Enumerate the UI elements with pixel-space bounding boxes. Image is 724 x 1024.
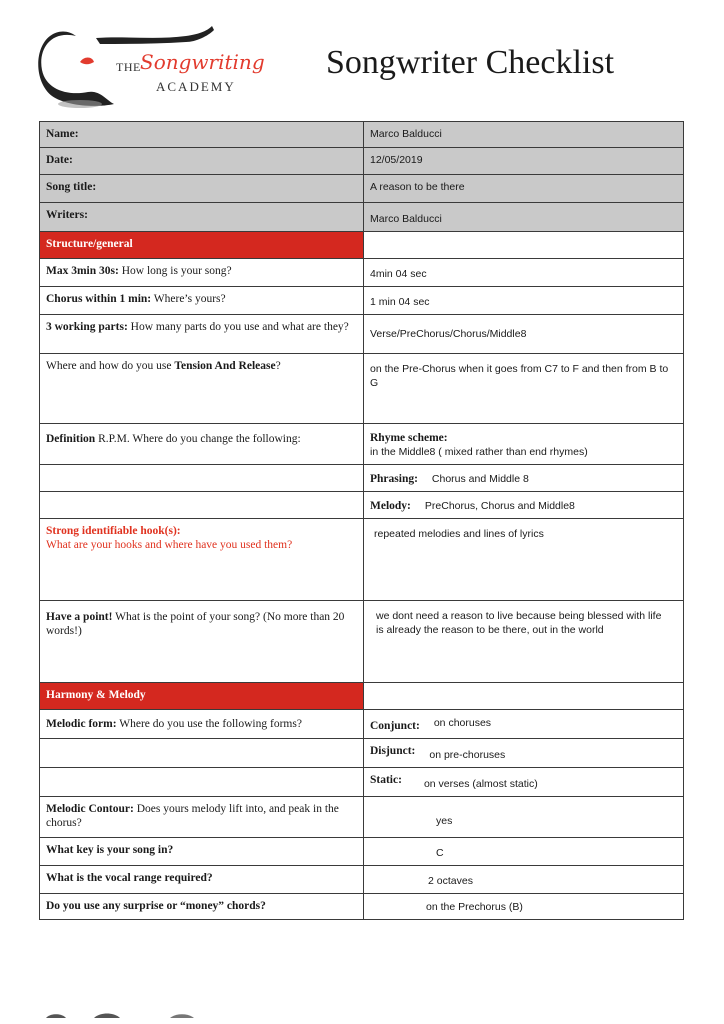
answer-melody[interactable]: PreChorus, Chorus and Middle8 — [424, 500, 575, 512]
question-working-parts — [40, 315, 364, 354]
question-text-end: ? — [275, 360, 281, 372]
answer-melody-cell — [364, 492, 684, 519]
question-contour — [40, 797, 364, 838]
question-chorus-time — [40, 287, 364, 315]
question-text: Does yours melody lift into, and peak in the chorus? — [46, 803, 339, 829]
academy-logo — [36, 22, 265, 114]
row-chords — [40, 894, 684, 920]
question-melodic-form — [40, 710, 364, 739]
question-tension — [40, 354, 364, 424]
answer-static[interactable]: on verses (almost static) — [423, 778, 538, 790]
section-blank — [364, 232, 684, 259]
question-bold: Melodic form: — [46, 718, 117, 730]
info-value-name[interactable]: Marco Balducci — [364, 122, 684, 148]
question-chords: Do you use any surprise or “money” chords? — [40, 894, 364, 920]
section-row-harmony — [40, 683, 684, 710]
row-contour — [40, 797, 684, 838]
answer-chords[interactable]: on the Prechorus (B) — [364, 894, 684, 920]
answer-disjunct[interactable]: on pre-choruses — [429, 749, 506, 761]
info-row-name — [40, 122, 684, 148]
question-bold: Chorus within 1 min: — [46, 293, 152, 305]
bottom-cut-logo-fragment — [30, 1012, 210, 1018]
question-text: Where and how do you use — [46, 360, 175, 372]
question-bold: Have a point! — [46, 611, 113, 623]
page-title: Songwriter Checklist — [326, 44, 615, 81]
answer-key[interactable]: C — [364, 838, 684, 866]
question-text: What is the point of your song? (No more than 20 words!) — [46, 611, 345, 637]
question-text: What are your hooks and where have you used them? — [46, 539, 293, 551]
question-bold: Definition — [46, 433, 96, 445]
info-label: Date: — [40, 148, 364, 175]
info-row-writers — [40, 203, 684, 232]
question-point — [40, 601, 364, 683]
answer-max-length[interactable]: 4min 04 sec — [364, 259, 684, 287]
section-blank — [364, 683, 684, 710]
row-chorus-time — [40, 287, 684, 315]
row-working-parts — [40, 315, 684, 354]
row-disjunct — [40, 739, 684, 768]
question-max-length — [40, 259, 364, 287]
info-value-song-title[interactable]: A reason to be there — [364, 175, 684, 203]
question-text: R.P.M. Where do you change the following: — [95, 433, 301, 445]
answer-tension[interactable]: on the Pre-Chorus when it goes from C7 to F and then from B to G — [364, 354, 684, 424]
question-rpm — [40, 424, 364, 465]
question-bold: Max 3min 30s: — [46, 265, 119, 277]
question-bold: Melodic Contour: — [46, 803, 134, 815]
question-hook — [40, 519, 364, 601]
info-value-date[interactable]: 12/05/2019 — [364, 148, 684, 175]
section-header-harmony: Harmony & Melody — [40, 683, 364, 710]
row-point — [40, 601, 684, 683]
question-text: Where’s yours? — [151, 293, 226, 305]
answer-static-cell — [364, 768, 684, 797]
answer-disjunct-cell — [364, 739, 684, 768]
question-text: Where do you use the following forms? — [116, 718, 302, 730]
answer-phrasing-cell — [364, 465, 684, 492]
conjunct-label: Conjunct: — [370, 720, 420, 732]
disjunct-label: Disjunct: — [370, 745, 416, 757]
answer-line: we dont need a reason to live because being blessed with life — [376, 610, 662, 622]
row-tension — [40, 354, 684, 424]
answer-phrasing[interactable]: Chorus and Middle 8 — [431, 473, 529, 485]
answer-contour[interactable]: yes — [364, 797, 684, 838]
answer-conjunct[interactable]: on choruses — [433, 717, 492, 729]
blank-cell — [40, 768, 364, 797]
rhyme-scheme-label: Rhyme scheme: — [370, 432, 448, 444]
melody-label: Melody: — [370, 500, 411, 512]
blank-cell — [40, 492, 364, 519]
row-rhyme — [40, 424, 684, 465]
row-phrasing — [40, 465, 684, 492]
blank-cell — [40, 739, 364, 768]
answer-conjunct-cell — [364, 710, 684, 739]
question-bold: Tension And Release — [174, 360, 276, 372]
logo-text-the: THE — [116, 60, 141, 74]
question-key: What key is your song in? — [40, 838, 364, 866]
row-conjunct — [40, 710, 684, 739]
answer-chorus-time[interactable]: 1 min 04 sec — [364, 287, 684, 315]
info-row-date — [40, 148, 684, 175]
row-melody — [40, 492, 684, 519]
question-text: How long is your song? — [118, 265, 232, 277]
answer-line: is already the reason to be there, out in the world — [376, 624, 604, 636]
info-label: Name: — [40, 122, 364, 148]
question-bold: Strong identifiable hook(s): — [46, 525, 181, 537]
info-value-writers[interactable]: Marco Balducci — [364, 203, 684, 232]
section-header-structure: Structure/general — [40, 232, 364, 259]
checklist-table — [39, 121, 684, 920]
row-key — [40, 838, 684, 866]
static-label: Static: — [370, 774, 402, 786]
row-hook — [40, 519, 684, 601]
row-static — [40, 768, 684, 797]
answer-point[interactable] — [364, 601, 684, 683]
logo-text-academy: ACADEMY — [156, 79, 236, 94]
answer-rhyme-cell — [364, 424, 684, 465]
row-range — [40, 866, 684, 894]
info-label: Song title: — [40, 175, 364, 203]
question-range: What is the vocal range required? — [40, 866, 364, 894]
row-max-length — [40, 259, 684, 287]
answer-hook[interactable]: repeated melodies and lines of lyrics — [364, 519, 684, 601]
answer-range[interactable]: 2 octaves — [364, 866, 684, 894]
question-text: How many parts do you use and what are they? — [127, 321, 349, 333]
answer-working-parts[interactable]: Verse/PreChorus/Chorus/Middle8 — [364, 315, 684, 354]
question-bold: 3 working parts: — [46, 321, 128, 333]
info-row-song-title — [40, 175, 684, 203]
answer-rhyme[interactable]: in the Middle8 ( mixed rather than end rhymes) — [370, 446, 588, 458]
section-row-structure — [40, 232, 684, 259]
logo-text-songwriting: Songwriting — [140, 50, 265, 74]
phrasing-label: Phrasing: — [370, 473, 418, 485]
info-label: Writers: — [40, 203, 364, 232]
blank-cell — [40, 465, 364, 492]
